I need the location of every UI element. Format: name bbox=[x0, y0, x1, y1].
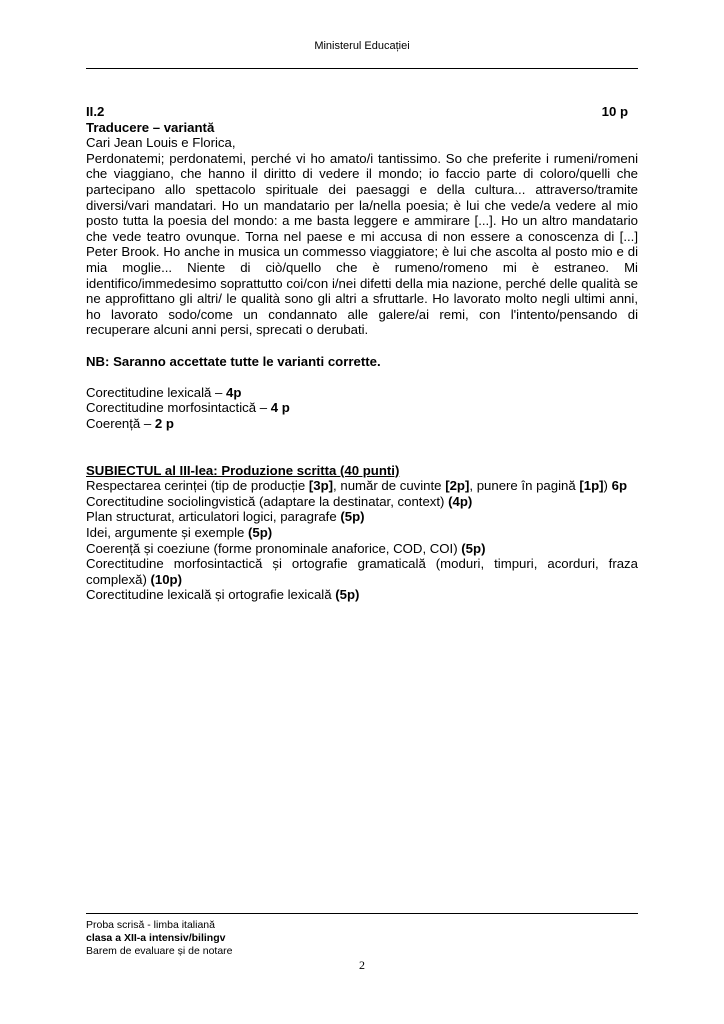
footer-scheme: Barem de evaluare și de notare bbox=[86, 945, 233, 957]
section-heading bbox=[86, 104, 638, 120]
subject3-item: Corectitudine sociolingvistică (adaptare la destinatar, context) (4p) bbox=[86, 493, 473, 509]
footer-exam: Proba scrisă - limba italiană bbox=[86, 919, 215, 931]
subject3-item: Corectitudine lexicală și ortografie lexicală (5p) bbox=[86, 587, 360, 603]
subject3-item: Coerență și coeziune (forme pronominale anaforice, COD, COI) (5p) bbox=[86, 540, 486, 556]
section-subtitle: Traducere – variantă bbox=[86, 119, 215, 135]
criterion-points: 4p bbox=[226, 384, 242, 400]
subject3-item: Corectitudine morfosintactică și ortografie gramaticală (moduri, timpuri, acorduri, fraza complexă) (10p) bbox=[86, 556, 638, 587]
subject3-item: Plan structurat, articulatori logici, paragrafe (5p) bbox=[86, 509, 365, 525]
letter-greeting: Cari Jean Louis e Florica, bbox=[86, 135, 236, 151]
page-number: 2 bbox=[359, 958, 365, 972]
document-body bbox=[86, 104, 638, 603]
criterion-points: 2 p bbox=[154, 415, 174, 431]
page-footer bbox=[86, 919, 233, 958]
subject3-item: Idei, argumente și exemple (5p) bbox=[86, 525, 273, 541]
nb-note: NB: Saranno accettate tutte le varianti corrette. bbox=[86, 353, 381, 369]
translation-paragraph: Perdonatemi; perdonatemi, perché vi ho amato/i tantissimo. So che preferite i rumeni/romeni che viaggiano, che hanno il diritto di vedere il mondo; io faccio parte di coloro/quelli che partecipano allo spettacolo spirituale dei paesaggi e della cultura... attraverso/tramite diversi/vari mandatari. Ho un mandatario per la/nella poesia; è lui che vede/a vedere al mio posto tutta la poesia del mondo: a me basta leggere e ammirare [...]. Ho un altro mandatario che vede teatro ovunque. Torna nel paese e mi accusa di non essere a conoscenza di [...] Peter Brook. Ho anche in musica un commesso viaggiatore; è lui che ascolta al posto mio e di mia moglie... Niente di ciò/quello che è rumeno/romeno mi è estraneo. Mi identifico/immedesimo soprattutto coi/con i/nei difetti della mia nazione, perché delle qualità se ne approfittano gli altri/ le qualità sono gli altri a sfruttarle. Ho lavorato molto negli ultimi anni, ho lavorato sodo/come un condannato alle galere/ai remi, con l'intento/pensando di recuperare alcuni anni persi, sprecati o derubati. bbox=[86, 150, 638, 338]
subject3-line-requirements: Respectarea cerinței (tip de producție [3p], număr de cuvinte [2p], punere în pagină [1p]) 6p bbox=[86, 478, 627, 494]
criterion-morphosyntactic: Corectitudine morfosintactică – 4 p bbox=[86, 400, 290, 416]
criterion-coherence: Coerență – 2 p bbox=[86, 415, 174, 431]
footer-divider bbox=[86, 913, 638, 914]
footer-class: clasa a XII-a intensiv/bilingv bbox=[86, 932, 226, 944]
header-divider bbox=[86, 68, 638, 69]
criterion-points: 4 p bbox=[270, 400, 290, 416]
criterion-lexical: Corectitudine lexicală – 4p bbox=[86, 384, 242, 400]
page-header: Ministerul Educației bbox=[314, 40, 410, 52]
section-points: 10 p bbox=[601, 104, 628, 119]
subject3-title: SUBIECTUL al III-lea: Produzione scritta (40 punti) bbox=[86, 462, 400, 478]
section-code: II.2 bbox=[86, 104, 105, 119]
